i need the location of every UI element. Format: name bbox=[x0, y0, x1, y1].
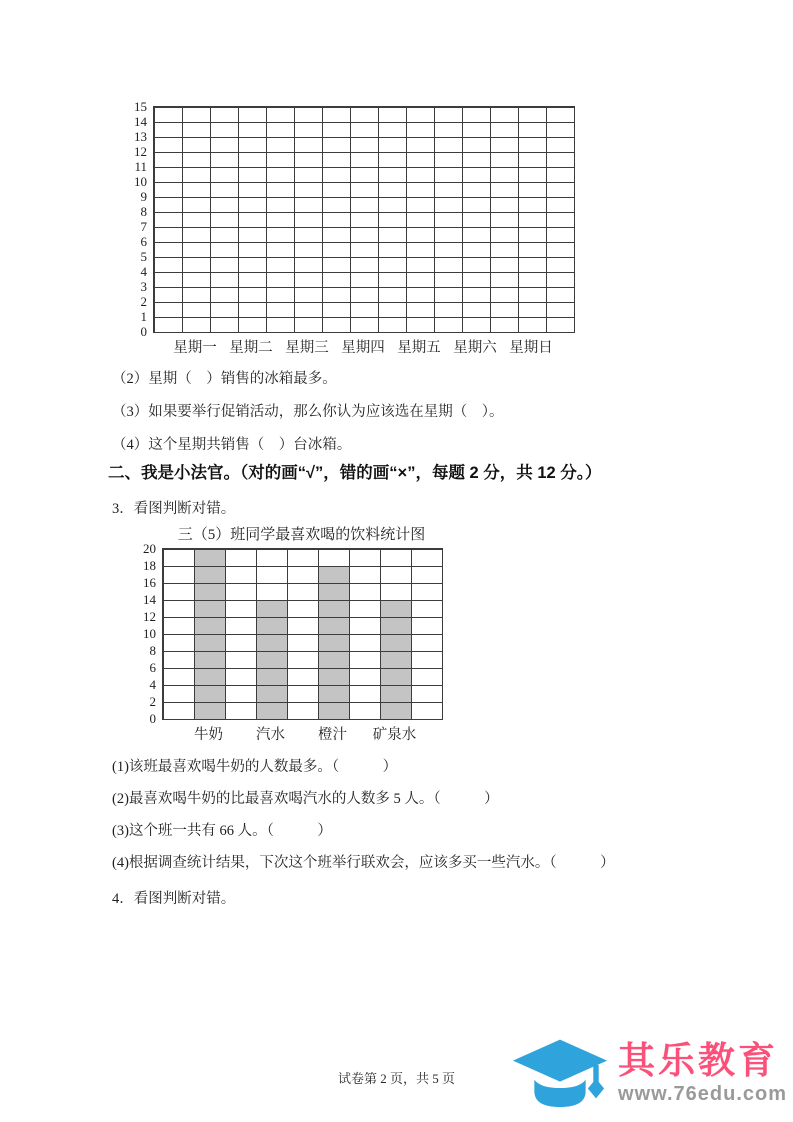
bar-牛奶 bbox=[194, 549, 225, 719]
y-axis-tick: 14 bbox=[134, 114, 147, 129]
brand-logo bbox=[506, 1036, 787, 1114]
y-axis-tick: 2 bbox=[140, 294, 147, 309]
graduation-cap-icon bbox=[506, 1036, 614, 1114]
y-axis-tick: 15 bbox=[134, 99, 147, 114]
page-number-text: 试卷第 2 页，共 5 页 bbox=[337, 1071, 455, 1086]
y-axis-tick: 1 bbox=[140, 309, 147, 324]
chart-grid bbox=[153, 106, 575, 333]
x-axis-label: 牛奶 bbox=[194, 727, 223, 743]
question-item: （3）如果要举行促销活动，那么你认为应该选在星期（ ）。 bbox=[112, 404, 504, 420]
judge-questions-list bbox=[112, 757, 615, 885]
x-axis-label: 星期四 bbox=[341, 340, 385, 356]
chart-grid bbox=[162, 548, 443, 720]
question-item: (1)该班最喜欢喝牛奶的人数最多。（ ） bbox=[112, 759, 398, 775]
y-axis-tick: 14 bbox=[143, 592, 156, 607]
y-axis-tick: 6 bbox=[140, 234, 147, 249]
y-axis-tick: 8 bbox=[140, 204, 147, 219]
question-item: (3)这个班一共有 66 人。（ ） bbox=[112, 823, 332, 839]
y-axis-tick: 7 bbox=[140, 219, 147, 234]
bar-矿泉水 bbox=[380, 600, 411, 719]
drink-chart-canvas bbox=[126, 541, 443, 744]
y-axis-tick: 0 bbox=[140, 324, 147, 339]
brand-url: www.76edu.com bbox=[618, 1082, 787, 1105]
y-axis-tick: 11 bbox=[134, 159, 147, 174]
question-3-label: 3．看图判断对错。 bbox=[112, 501, 236, 517]
y-axis-tick: 16 bbox=[143, 575, 156, 590]
bar-汽水 bbox=[256, 600, 287, 719]
bar-橙汁 bbox=[318, 566, 349, 719]
brand-name: 其乐教育 bbox=[618, 1040, 779, 1081]
x-axis-label: 星期五 bbox=[397, 340, 441, 356]
question-item: （4）这个星期共销售（ ）台冰箱。 bbox=[112, 437, 352, 453]
y-axis-tick: 9 bbox=[140, 189, 147, 204]
y-axis-tick: 12 bbox=[143, 609, 156, 624]
y-axis-tick: 5 bbox=[140, 249, 147, 264]
x-axis-label: 星期二 bbox=[229, 340, 273, 356]
y-axis-tick: 8 bbox=[149, 643, 156, 658]
drink-chart bbox=[126, 524, 443, 744]
x-axis-label: 星期日 bbox=[509, 340, 553, 356]
x-axis-label: 矿泉水 bbox=[372, 727, 417, 743]
y-axis-tick: 6 bbox=[149, 660, 156, 675]
y-axis-tick: 12 bbox=[134, 144, 147, 159]
chart-gridlines bbox=[154, 107, 574, 332]
question-item: (2)最喜欢喝牛奶的比最喜欢喝汽水的人数多 5 人。（ ） bbox=[112, 791, 499, 807]
question-item: (4)根据调查统计结果，下次这个班举行联欢会，应该多买一些汽水。（ ） bbox=[112, 855, 615, 871]
y-axis-tick: 2 bbox=[149, 694, 156, 709]
question-4-label: 4．看图判断对错。 bbox=[112, 891, 236, 907]
y-axis-tick: 10 bbox=[134, 174, 147, 189]
question-item: （2）星期（ ）销售的冰箱最多。 bbox=[112, 371, 337, 387]
x-axis-label: 星期一 bbox=[173, 340, 217, 356]
drink-chart-title: 三（5）班同学最喜欢喝的饮料统计图 bbox=[177, 527, 426, 543]
x-axis-label: 星期六 bbox=[453, 340, 497, 356]
y-axis-tick: 20 bbox=[143, 541, 156, 556]
fridge-questions-list bbox=[112, 369, 504, 468]
y-axis-tick: 4 bbox=[140, 264, 147, 279]
y-axis-tick: 10 bbox=[143, 626, 156, 641]
brand-text bbox=[618, 1036, 787, 1105]
week-sales-chart bbox=[117, 99, 575, 357]
section-heading: 二、我是小法官。（对的画“√”，错的画“×”，每题 2 分，共 12 分。） bbox=[108, 464, 602, 482]
y-axis-tick: 13 bbox=[134, 129, 147, 144]
x-axis-label: 星期三 bbox=[285, 340, 329, 356]
x-axis-label: 汽水 bbox=[256, 727, 285, 743]
y-axis-tick: 3 bbox=[140, 279, 147, 294]
y-axis-tick: 4 bbox=[149, 677, 156, 692]
x-axis-label: 橙汁 bbox=[318, 727, 347, 743]
y-axis-tick: 18 bbox=[143, 558, 156, 573]
week-sales-chart-canvas bbox=[117, 99, 575, 357]
y-axis-tick: 0 bbox=[149, 711, 156, 726]
